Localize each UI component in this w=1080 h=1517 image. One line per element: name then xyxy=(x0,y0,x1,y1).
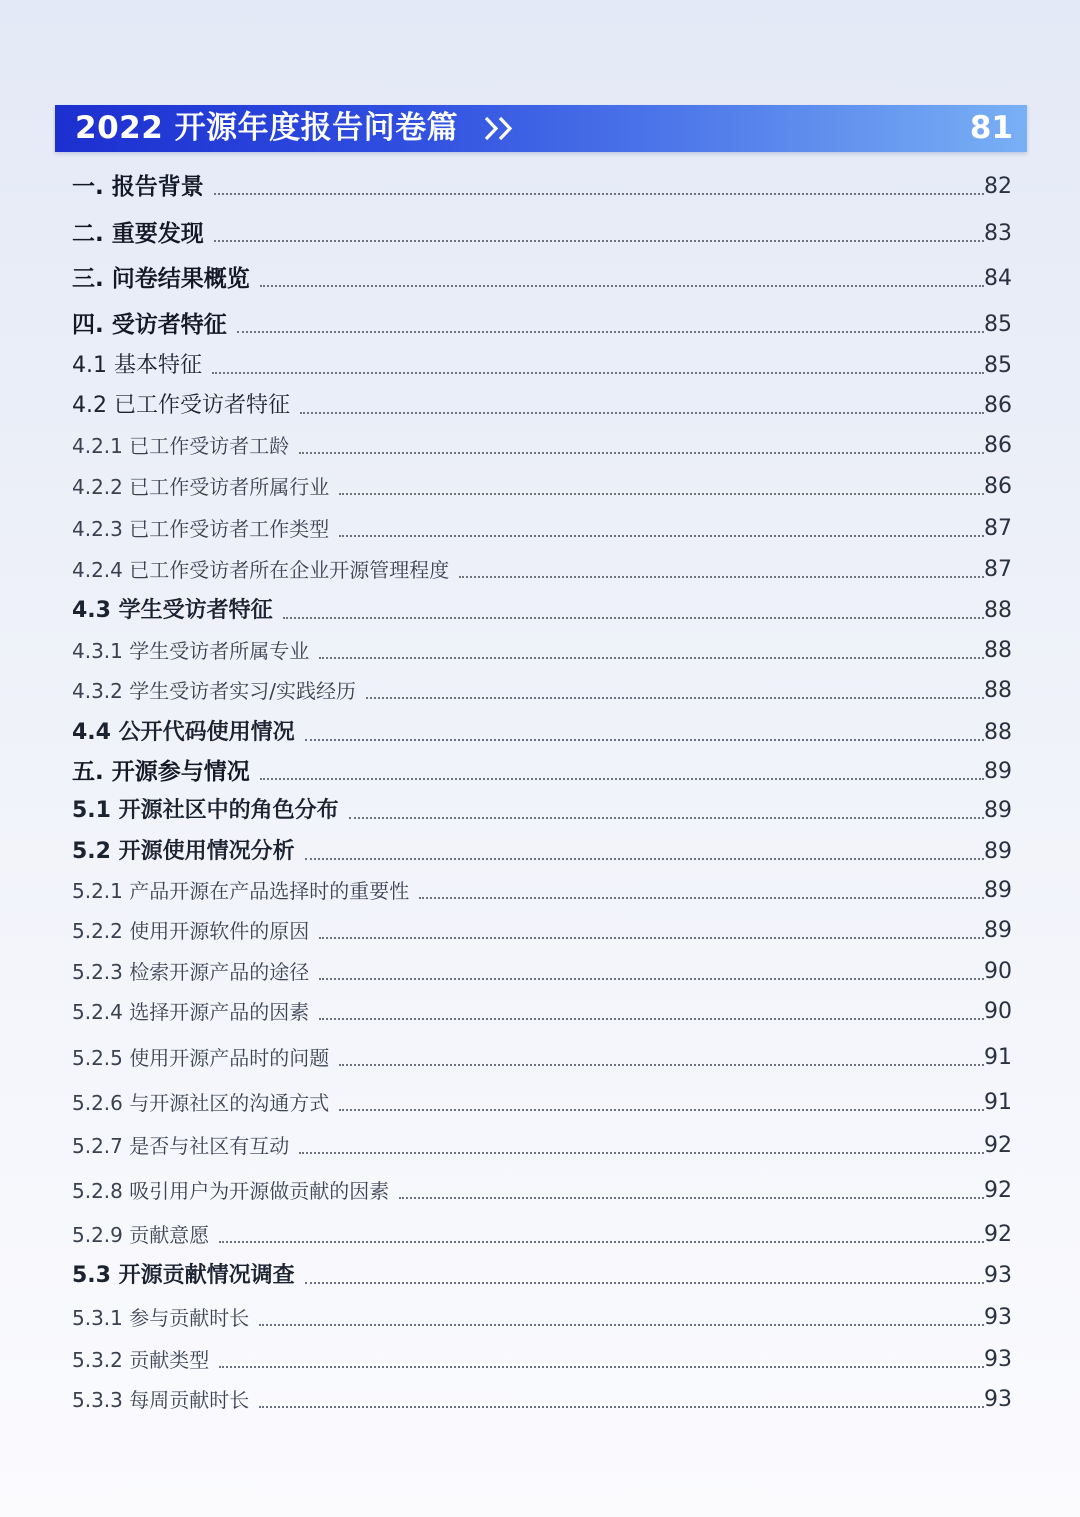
toc-entry-page: 89 xyxy=(984,878,1012,903)
dot-leader xyxy=(339,1064,984,1066)
toc-entry-page: 85 xyxy=(984,312,1012,337)
toc-entry-page: 88 xyxy=(984,720,1012,745)
dot-leader xyxy=(319,978,984,980)
toc-entry-label: 5.2.7 是否与社区有互动 xyxy=(72,1134,290,1158)
toc-entry[interactable] xyxy=(72,472,1012,502)
toc-entry-label: 5.3.2 贡献类型 xyxy=(72,1348,210,1372)
toc-entry[interactable] xyxy=(72,957,1012,987)
toc-entry[interactable] xyxy=(72,391,1012,421)
toc-entry-label: 4.2.4 已工作受访者所在企业开源管理程度 xyxy=(72,558,450,582)
toc-entry-page: 90 xyxy=(984,959,1012,984)
toc-entry-label: 5.2.2 使用开源软件的原因 xyxy=(72,919,310,943)
toc-entry[interactable] xyxy=(72,264,1012,294)
toc-entry[interactable] xyxy=(72,837,1012,867)
dot-leader xyxy=(260,285,984,287)
dot-leader xyxy=(305,858,984,860)
dot-leader xyxy=(319,937,984,939)
toc-entry-page: 87 xyxy=(984,557,1012,582)
toc-entry-page: 92 xyxy=(984,1133,1012,1158)
toc-entry[interactable] xyxy=(72,757,1012,787)
toc-entry-label: 4.2 已工作受访者特征 xyxy=(72,393,290,418)
toc-entry[interactable] xyxy=(72,1345,1012,1375)
toc-entry-page: 88 xyxy=(984,678,1012,703)
toc-entry[interactable] xyxy=(72,596,1012,626)
dot-leader xyxy=(319,657,984,659)
toc-entry-label: 5.2 开源使用情况分析 xyxy=(72,839,295,864)
dot-leader xyxy=(305,1282,984,1284)
toc-entry-page: 92 xyxy=(984,1178,1012,1203)
toc-entry[interactable] xyxy=(72,1043,1012,1073)
dot-leader xyxy=(339,1109,984,1111)
dot-leader xyxy=(349,817,984,819)
toc-entry-page: 89 xyxy=(984,839,1012,864)
toc-entry-page: 91 xyxy=(984,1045,1012,1070)
toc-entry-label: 5.1 开源社区中的角色分布 xyxy=(72,798,339,823)
dot-leader xyxy=(212,372,984,374)
dot-leader xyxy=(459,576,984,578)
toc-entry-page: 82 xyxy=(984,174,1012,199)
dot-leader xyxy=(419,897,984,899)
toc-entry[interactable] xyxy=(72,555,1012,585)
toc-entry-label: 五. 开源参与情况 xyxy=(72,759,250,785)
dot-leader xyxy=(237,331,984,333)
toc-entry-page: 93 xyxy=(984,1387,1012,1412)
toc-entry[interactable] xyxy=(72,514,1012,544)
toc-entry-page: 89 xyxy=(984,798,1012,823)
dot-leader xyxy=(283,617,984,619)
double-chevron-right-icon xyxy=(483,115,519,142)
dot-leader xyxy=(366,697,984,699)
toc-entry[interactable] xyxy=(72,1303,1012,1333)
toc-entry-label: 二. 重要发现 xyxy=(72,221,204,247)
toc-entry-label: 四. 受访者特征 xyxy=(72,312,227,338)
toc-entry-label: 5.3.1 参与贡献时长 xyxy=(72,1306,250,1330)
toc-entry-page: 90 xyxy=(984,999,1012,1024)
toc-entry[interactable] xyxy=(72,1176,1012,1206)
toc-entry-label: 4.2.3 已工作受访者工作类型 xyxy=(72,517,330,541)
toc-entry-page: 92 xyxy=(984,1222,1012,1247)
toc-entry[interactable] xyxy=(72,1088,1012,1118)
toc-entry[interactable] xyxy=(72,1385,1012,1415)
toc-entry-label: 4.1 基本特征 xyxy=(72,353,202,378)
toc-entry[interactable] xyxy=(72,431,1012,461)
section-title: 2022 开源年度报告问卷篇 xyxy=(75,110,459,146)
toc-entry-label: 5.2.1 产品开源在产品选择时的重要性 xyxy=(72,879,410,903)
toc-entry[interactable] xyxy=(72,997,1012,1027)
dot-leader xyxy=(339,535,984,537)
toc-entry-label: 4.3 学生受访者特征 xyxy=(72,598,273,623)
toc-entry-page: 86 xyxy=(984,433,1012,458)
dot-leader xyxy=(305,739,984,741)
toc-entry-label: 三. 问卷结果概览 xyxy=(72,266,250,292)
toc-entry[interactable] xyxy=(72,1261,1012,1291)
toc-entry[interactable] xyxy=(72,310,1012,340)
toc-entry-page: 93 xyxy=(984,1263,1012,1288)
toc-entry-page: 93 xyxy=(984,1347,1012,1372)
toc-entry-label: 4.4 公开代码使用情况 xyxy=(72,720,295,745)
toc-entry-page: 83 xyxy=(984,221,1012,246)
dot-leader xyxy=(214,193,984,195)
toc-entry-page: 89 xyxy=(984,918,1012,943)
toc-entry-page: 91 xyxy=(984,1090,1012,1115)
toc-entry-label: 4.3.1 学生受访者所属专业 xyxy=(72,639,310,663)
toc-entry-label: 5.2.9 贡献意愿 xyxy=(72,1223,210,1247)
toc-entry[interactable] xyxy=(72,1131,1012,1161)
toc-entry-page: 84 xyxy=(984,266,1012,291)
toc-entry-page: 85 xyxy=(984,353,1012,378)
toc-entry[interactable] xyxy=(72,219,1012,249)
dot-leader xyxy=(339,493,984,495)
toc-entry-page: 86 xyxy=(984,474,1012,499)
toc-entry[interactable] xyxy=(72,636,1012,666)
toc-entry-page: 88 xyxy=(984,598,1012,623)
dot-leader xyxy=(299,452,984,454)
toc-entry[interactable] xyxy=(72,718,1012,748)
dot-leader xyxy=(319,1018,984,1020)
toc-entry-label: 5.3 开源贡献情况调查 xyxy=(72,1263,295,1288)
toc-entry-label: 5.2.4 选择开源产品的因素 xyxy=(72,1000,310,1024)
toc-entry[interactable] xyxy=(72,351,1012,381)
toc-entry-label: 5.2.5 使用开源产品时的问题 xyxy=(72,1046,330,1070)
dot-leader xyxy=(260,778,984,780)
toc-entry-label: 5.3.3 每周贡献时长 xyxy=(72,1388,250,1412)
toc-entry[interactable] xyxy=(72,916,1012,946)
toc-entry-label: 4.3.2 学生受访者实习/实践经历 xyxy=(72,679,356,703)
toc-entry-page: 89 xyxy=(984,759,1012,784)
section-header-banner xyxy=(55,105,1027,152)
toc-entry-page: 88 xyxy=(984,638,1012,663)
toc-entry-label: 一. 报告背景 xyxy=(72,174,204,200)
toc-entry-page: 93 xyxy=(984,1305,1012,1330)
toc-entry[interactable] xyxy=(72,1220,1012,1250)
dot-leader xyxy=(219,1366,984,1368)
dot-leader xyxy=(300,412,984,414)
toc-entry[interactable] xyxy=(72,796,1012,826)
toc-entry-page: 87 xyxy=(984,516,1012,541)
dot-leader xyxy=(399,1197,984,1199)
toc-entry-label: 5.2.8 吸引用户为开源做贡献的因素 xyxy=(72,1179,390,1203)
toc-entry-label: 5.2.3 检索开源产品的途径 xyxy=(72,960,310,984)
toc-entry-label: 4.2.2 已工作受访者所属行业 xyxy=(72,475,330,499)
toc-entry-label: 5.2.6 与开源社区的沟通方式 xyxy=(72,1091,330,1115)
dot-leader xyxy=(259,1406,984,1408)
toc-entry[interactable] xyxy=(72,172,1012,202)
toc-entry-page: 86 xyxy=(984,393,1012,418)
section-page-number: 81 xyxy=(969,110,1013,146)
toc-entry[interactable] xyxy=(72,876,1012,906)
dot-leader xyxy=(219,1241,984,1243)
dot-leader xyxy=(299,1152,984,1154)
toc-entry-label: 4.2.1 已工作受访者工龄 xyxy=(72,434,290,458)
dot-leader xyxy=(259,1324,984,1326)
dot-leader xyxy=(214,240,984,242)
toc-entry[interactable] xyxy=(72,676,1012,706)
